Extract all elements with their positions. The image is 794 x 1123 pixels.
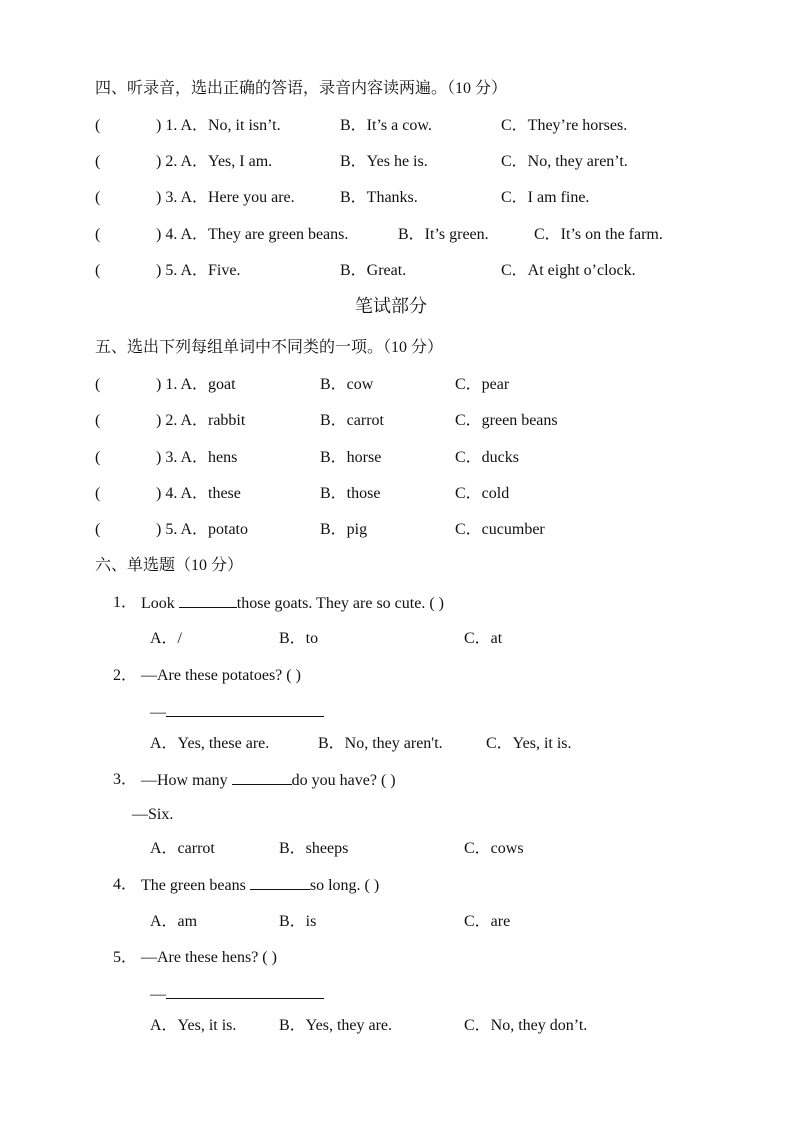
option-c: C．No, they don’t.	[464, 1017, 588, 1034]
fill-blank	[179, 593, 237, 608]
question-text: ) 2. A．rabbit	[156, 412, 246, 429]
option-b: B．It’s green.	[398, 226, 489, 243]
question-2-stem: —Are these potatoes? ( )	[141, 667, 301, 684]
answer-dash: —	[150, 986, 166, 1003]
question-text: ) 5. A．potato	[156, 521, 248, 538]
question-text: ) 5. A．Five.	[156, 262, 241, 279]
question-4-stem	[141, 875, 379, 896]
option-b: B．Yes he is.	[340, 153, 428, 170]
stem-after-blank: so long. ( )	[309, 877, 380, 894]
stem-before-blank: —How many	[141, 772, 232, 789]
stem-before-blank: The green beans	[141, 877, 250, 894]
question-number: 2．	[113, 667, 138, 684]
question-1-stem	[141, 593, 444, 614]
question-text: ) 4. A．They are green beans.	[156, 226, 349, 243]
question-text: ) 3. A．hens	[156, 449, 238, 466]
option-b: B．It’s a cow.	[340, 117, 432, 134]
section-5-heading: 五、选出下列每组单词中不同类的一项。（10 分）	[95, 339, 444, 356]
answer-paren-open: (	[95, 153, 101, 170]
answer-paren-open: (	[95, 521, 101, 538]
option-c: C．green beans	[455, 412, 558, 429]
option-c: C．cucumber	[455, 521, 545, 538]
option-b: B．Yes, they are.	[279, 1017, 393, 1034]
answer-paren-open: (	[95, 449, 101, 466]
option-b: B．Great.	[340, 262, 407, 279]
answer-dash: —	[150, 704, 166, 721]
option-c: C．No, they aren’t.	[501, 153, 628, 170]
option-c: C．are	[464, 913, 511, 930]
option-b: B．sheeps	[279, 840, 349, 857]
question-number: 4．	[113, 876, 138, 893]
fill-blank	[232, 770, 292, 785]
answer-reply: —Six.	[132, 806, 174, 823]
option-b: B．carrot	[320, 412, 384, 429]
stem-after-blank: do you have? ( )	[291, 772, 396, 789]
answer-paren-open: (	[95, 376, 101, 393]
option-b: B．cow	[320, 376, 374, 393]
option-c: C．at	[464, 630, 503, 647]
option-b: B．pig	[320, 521, 368, 538]
answer-line	[150, 702, 324, 723]
option-c: C．I am fine.	[501, 189, 590, 206]
section-4-heading: 四、听录音，选出正确的答语，录音内容读两遍。（10 分）	[95, 80, 508, 97]
question-text: ) 4. A．these	[156, 485, 241, 502]
option-a: A．carrot	[150, 840, 215, 857]
answer-paren-open: (	[95, 226, 101, 243]
question-number: 1．	[113, 594, 138, 611]
option-b: B．Thanks.	[340, 189, 418, 206]
option-b: B．horse	[320, 449, 382, 466]
option-b: B．those	[320, 485, 381, 502]
question-text: ) 3. A．Here you are.	[156, 189, 295, 206]
option-c: C．cold	[455, 485, 510, 502]
answer-paren-open: (	[95, 262, 101, 279]
option-b: B．is	[279, 913, 317, 930]
answer-paren-open: (	[95, 485, 101, 502]
option-c: C．Yes, it is.	[486, 735, 572, 752]
option-c: C．It’s on the farm.	[534, 226, 663, 243]
option-b: B．to	[279, 630, 319, 647]
section-6-heading: 六、单选题（10 分）	[95, 557, 244, 574]
option-a: A．/	[150, 630, 183, 647]
answer-paren-open: (	[95, 412, 101, 429]
fill-blank	[250, 875, 310, 890]
question-text: ) 2. A．Yes, I am.	[156, 153, 273, 170]
option-c: C．cows	[464, 840, 524, 857]
question-3-stem	[141, 770, 396, 791]
question-number: 5．	[113, 949, 138, 966]
fill-blank	[166, 702, 324, 717]
question-5-stem: —Are these hens? ( )	[141, 949, 277, 966]
fill-blank	[166, 984, 324, 999]
written-part-title: 笔试部分	[355, 296, 427, 317]
option-c: C．ducks	[455, 449, 520, 466]
question-text: ) 1. A．No, it isn’t.	[156, 117, 281, 134]
option-c: C．At eight o’clock.	[501, 262, 636, 279]
question-number: 3．	[113, 771, 138, 788]
option-a: A．Yes, these are.	[150, 735, 270, 752]
stem-after-blank: those goats. They are so cute. ( )	[236, 595, 444, 612]
stem-before-blank: Look	[141, 595, 179, 612]
answer-paren-open: (	[95, 189, 101, 206]
option-a: A．Yes, it is.	[150, 1017, 237, 1034]
option-c: C．They’re horses.	[501, 117, 628, 134]
option-b: B．No, they aren't.	[318, 735, 443, 752]
answer-line	[150, 984, 324, 1005]
option-a: A．am	[150, 913, 198, 930]
option-c: C．pear	[455, 376, 510, 393]
question-text: ) 1. A．goat	[156, 376, 236, 393]
answer-paren-open: (	[95, 117, 101, 134]
